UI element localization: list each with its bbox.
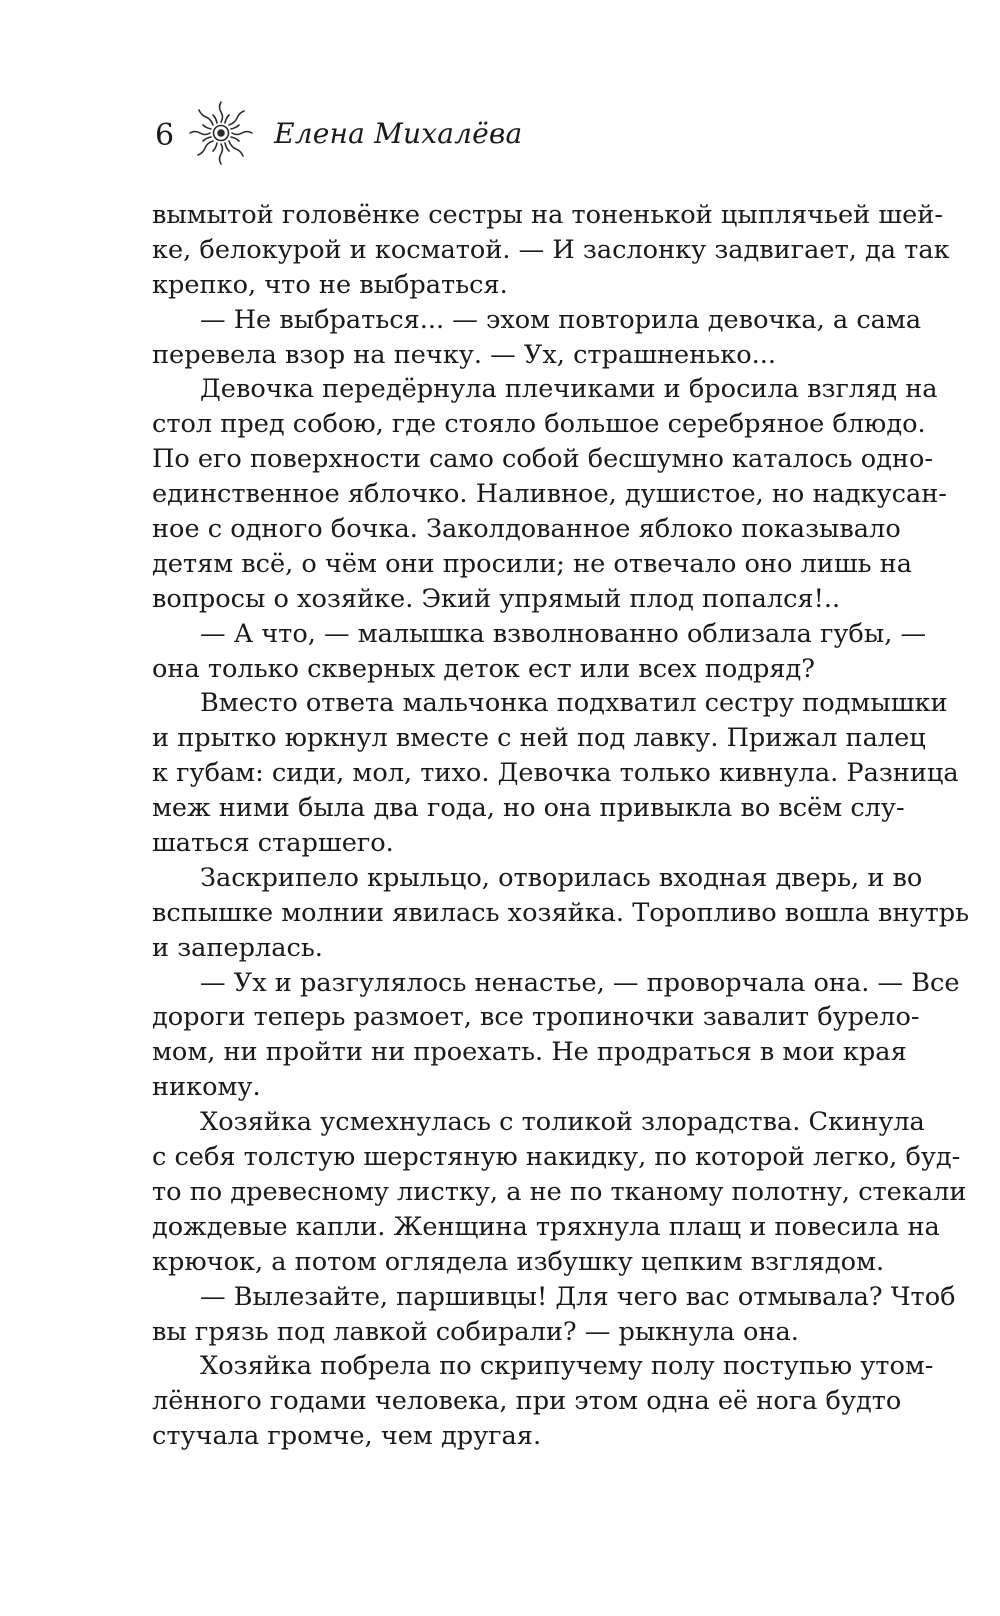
text-line: вы грязь под лавкой собирали? — рыкнула она. — [152, 1316, 799, 1347]
page-number: 6 — [155, 117, 175, 153]
text-line: — Вылезайте, паршивцы! Для чего вас отмывала? Чтоб — [200, 1281, 956, 1312]
text-line: ке, белокурой и косматой. — И заслонку задвигает, да так — [152, 234, 950, 265]
text-line: Хозяйка побрела по скрипучему полу поступью утом- — [200, 1351, 934, 1382]
text-line: вопросы о хозяйке. Экий упрямый плод попался!.. — [152, 583, 841, 614]
text-line: Хозяйка усмехнулась с толикой злорадства. Скинула — [200, 1107, 925, 1138]
text-line: и прытко юркнул вместе с ней под лавку. Прижал палец — [152, 723, 926, 754]
text-line: По его поверхности само собой бесшумно каталось одно- — [152, 444, 934, 475]
page-body-text — [152, 198, 970, 1454]
text-line: Девочка передёрнула плечиками и бросила взгляд на — [200, 374, 938, 405]
text-line: — Не выбраться... — эхом повторила девочка, а сама — [200, 304, 922, 335]
text-line: шаться старшего. — [152, 828, 394, 859]
text-line: Вместо ответа мальчонка подхватил сестру подмышки — [200, 688, 948, 719]
text-line: меж ними была два года, но она привыкла во всём слу- — [152, 793, 905, 824]
text-line: и заперлась. — [152, 932, 323, 963]
text-line: крючок, а потом оглядела избушку цепким взглядом. — [152, 1246, 885, 1277]
text-line: перевела взор на печку. — Ух, страшненько... — [152, 339, 777, 370]
text-line: вымытой головёнке сестры на тоненькой цыплячьей шей- — [152, 200, 944, 230]
text-line: то по древесному листку, а не по тканому полотну, стекали — [152, 1176, 967, 1207]
text-line: ное с одного бочка. Заколдованное яблоко показывало — [152, 514, 901, 545]
text-line: дороги теперь размоет, все тропиночки завалит бурело- — [152, 1002, 920, 1033]
text-line: детям всё, о чём они просили; не отвечало оно лишь на — [152, 548, 913, 579]
text-line: лённого годами человека, при этом одна её нога будто — [152, 1386, 902, 1417]
text-line: — Ух и разгулялось ненастье, — проворчала она. — Все — [200, 967, 960, 998]
text-line: стучала громче, чем другая. — [152, 1421, 542, 1452]
text-line: к губам: сиди, мол, тихо. Девочка только кивнула. Разница — [152, 758, 959, 789]
text-line: Заскрипело крыльцо, отворилась входная дверь, и во — [200, 862, 923, 893]
text-line: стол пред собою, где стояло большое серебряное блюдо. — [152, 409, 926, 440]
text-line: никому. — [152, 1072, 261, 1103]
text-line: с себя толстую шерстяную накидку, по которой легко, буд- — [152, 1142, 961, 1173]
text-line: вспышке молнии явилась хозяйка. Торопливо вошла внутрь — [152, 897, 970, 928]
sun-ornament-icon — [188, 100, 254, 166]
text-line: она только скверных деток ест или всех подряд? — [152, 653, 816, 684]
text-line: единственное яблочко. Наливное, душистое, но надкусан- — [152, 479, 947, 510]
running-header — [155, 96, 855, 170]
text-line: мом, ни пройти ни проехать. Не продраться в мои края — [152, 1037, 907, 1068]
text-line: крепко, что не выбраться. — [152, 269, 508, 300]
text-line: — А что, — малышка взволнованно облизала губы, — — [200, 618, 927, 649]
author-name: Елена Михалёва — [274, 116, 523, 150]
text-line: дождевые капли. Женщина тряхнула плащ и повесила на — [152, 1211, 940, 1242]
